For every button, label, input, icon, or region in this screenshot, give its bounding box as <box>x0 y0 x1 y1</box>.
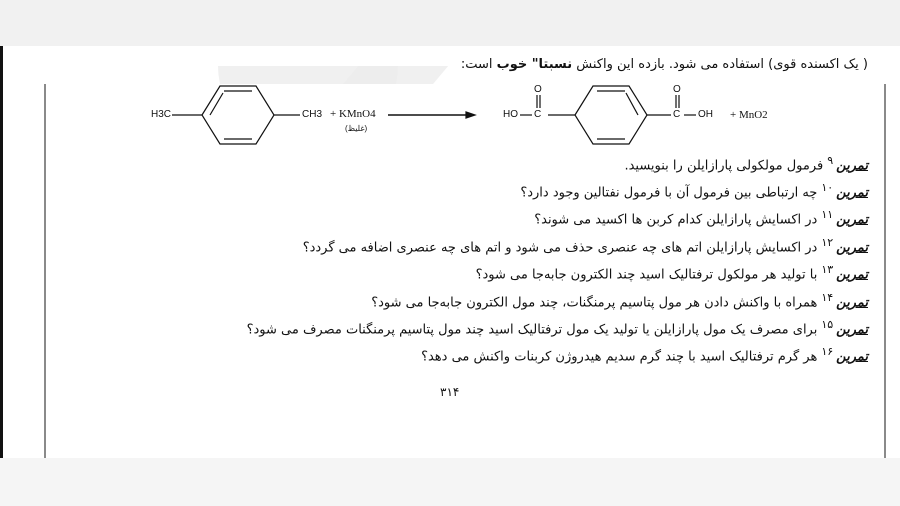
reaction-structures-icon <box>148 82 788 152</box>
exercise-label: تمرین <box>836 240 868 256</box>
exercise-item <box>624 148 868 174</box>
intro-text-start: ( یک اکسنده قوی) استفاده می شود. بازده این واکنش <box>572 57 868 72</box>
top-background-strip <box>0 0 900 46</box>
exercise-number: ۱۳ <box>821 263 834 276</box>
exercise-item <box>247 312 868 338</box>
exercise-number: ۱۰ <box>821 181 834 194</box>
exercise-item <box>534 202 868 228</box>
exercise-text: فرمول مولکولی پارازایلن را بنویسید. <box>624 158 824 174</box>
intro-bold-text: نسبتا" خوب <box>496 57 573 72</box>
exercise-text: در اکسایش پارازایلن اتم های چه عنصری حذف می شود و اتم های چه عنصری اضافه می گردد؟ <box>302 240 818 256</box>
bottom-background-strip <box>0 458 900 506</box>
exercise-text: چه ارتباطی بین فرمول آن با فرمول نفتالین وجود دارد؟ <box>520 185 818 201</box>
exercise-label: تمرین <box>836 212 868 228</box>
exercise-label: تمرین <box>836 295 868 311</box>
exercise-label: تمرین <box>836 322 868 338</box>
exercise-label: تمرین <box>836 185 868 201</box>
exercise-item <box>520 175 868 201</box>
exercise-number: ۱۱ <box>821 208 834 221</box>
exercise-number: ۱۲ <box>821 236 834 249</box>
chemical-reaction-diagram <box>148 82 788 152</box>
reagent-kmno4: + KMnO4 <box>330 108 376 120</box>
page-number: ۳۱۴ <box>440 385 460 399</box>
exercise-item <box>476 257 868 283</box>
exercise-text: برای مصرف یک مول پارازایلن یا تولید یک مول ترفتالیک اسید چند مول پتاسیم پرمنگنات مصرف می شود؟ <box>246 322 818 338</box>
carbon-left: C <box>534 109 542 120</box>
exercise-label: تمرین <box>836 349 868 365</box>
intro-text-end: است: <box>460 57 497 72</box>
methyl-group-left: H3C <box>151 109 172 120</box>
exercise-number: ۹ <box>827 154 834 167</box>
hydroxyl-right: OH <box>698 109 713 120</box>
carbonyl-oxygen-right: O <box>673 84 681 95</box>
exercise-number: ۱۶ <box>821 345 834 358</box>
byproduct-mno2: + MnO2 <box>730 109 768 121</box>
carbon-right: C <box>673 109 681 120</box>
exercise-label: تمرین <box>836 158 868 174</box>
exercise-item <box>303 230 868 256</box>
exercise-number: ۱۴ <box>821 291 834 304</box>
carbonyl-oxygen-left: O <box>534 84 542 95</box>
exercise-text: همراه با واکنش دادن هر مول پتاسیم پرمنگنات، چند مول الکترون جابه‌جا می شود؟ <box>371 295 818 311</box>
exercise-text: در اکسایش پارازایلن کدام کربن ها اکسید می شوند؟ <box>534 212 818 228</box>
methyl-group-right: CH3 <box>302 109 323 120</box>
reagent-condition: (غلیظ) <box>345 124 368 133</box>
exercise-text: هر گرم ترفتالیک اسید با چند گرم سدیم هیدروژن کربنات واکنش می دهد؟ <box>421 349 818 365</box>
exercise-item <box>371 285 868 311</box>
hydroxyl-left: HO <box>503 109 518 120</box>
exercise-item <box>421 339 868 365</box>
intro-text-line <box>461 57 868 72</box>
exercise-label: تمرین <box>836 267 868 283</box>
exercise-number: ۱۵ <box>821 318 834 331</box>
exercise-text: با تولید هر مولکول ترفتالیک اسید چند الکترون جابه‌جا می شود؟ <box>475 267 818 283</box>
